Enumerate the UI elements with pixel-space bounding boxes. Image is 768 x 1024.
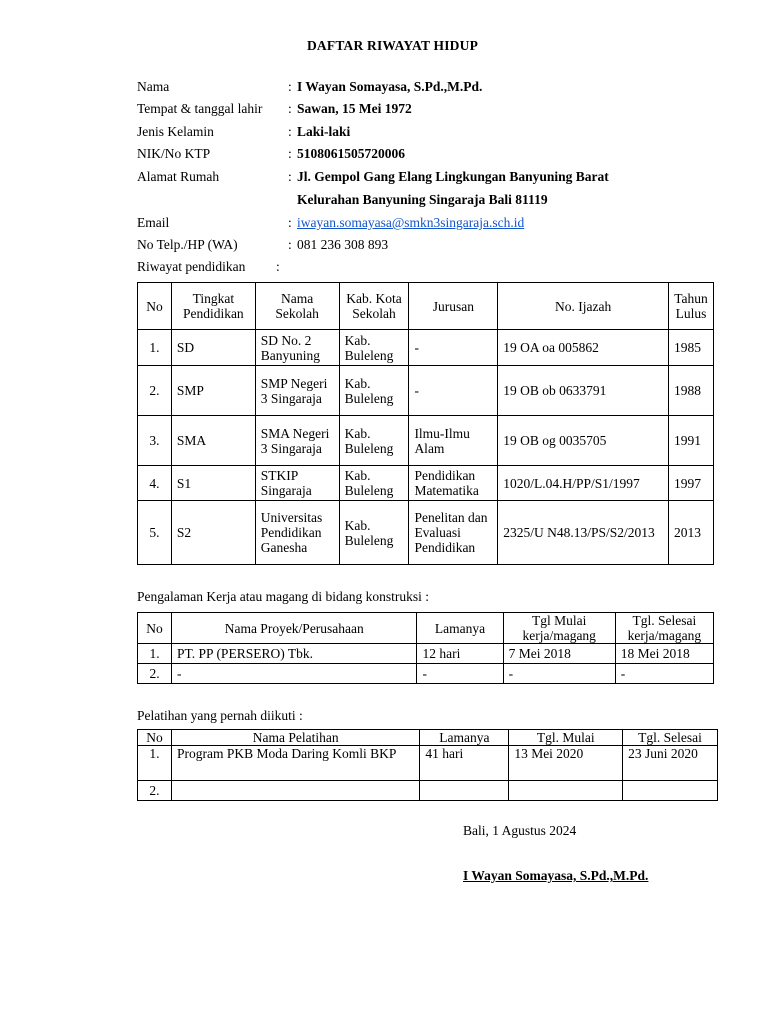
table-row bbox=[138, 501, 714, 565]
table-cell: Kab. Buleleng bbox=[339, 330, 409, 366]
info-colon: : bbox=[288, 215, 292, 230]
table-cell: SMP Negeri 3 Singaraja bbox=[255, 366, 339, 416]
col-header: No bbox=[138, 613, 172, 644]
col-header: No. Ijazah bbox=[498, 283, 669, 330]
table-cell: Program PKB Moda Daring Komli BKP bbox=[171, 746, 419, 781]
table-cell: Kab. Buleleng bbox=[339, 501, 409, 565]
table-row bbox=[138, 644, 714, 664]
table-cell: 4. bbox=[138, 466, 172, 501]
info-row-nama bbox=[137, 78, 737, 96]
info-label: Jenis Kelamin bbox=[137, 124, 214, 139]
table-cell: Kab. Buleleng bbox=[339, 466, 409, 501]
table-row bbox=[138, 330, 714, 366]
table-cell: 2. bbox=[138, 781, 172, 801]
info-value-alamat-line2: Kelurahan Banyuning Singaraja Bali 81119 bbox=[297, 192, 548, 207]
table-row bbox=[138, 416, 714, 466]
document-title: DAFTAR RIWAYAT HIDUP bbox=[306, 38, 479, 53]
col-header: Tingkat Pendidikan bbox=[171, 283, 255, 330]
info-label: Email bbox=[137, 215, 170, 230]
table-cell: S1 bbox=[171, 466, 255, 501]
table-cell: 2013 bbox=[668, 501, 713, 565]
table-cell bbox=[509, 781, 623, 801]
table-cell: 1991 bbox=[668, 416, 713, 466]
table-cell: - bbox=[615, 664, 713, 684]
col-header: Tgl. Mulai bbox=[509, 730, 623, 746]
education-heading bbox=[137, 258, 737, 276]
table-cell: - bbox=[409, 330, 498, 366]
info-value-gender: Laki-laki bbox=[297, 124, 351, 139]
education-table bbox=[137, 282, 714, 565]
table-cell: Pendidikan Matematika bbox=[409, 466, 498, 501]
info-colon: : bbox=[288, 146, 292, 161]
education-header-row bbox=[138, 283, 714, 330]
table-cell: 13 Mei 2020 bbox=[509, 746, 623, 781]
col-header: Tahun Lulus bbox=[668, 283, 713, 330]
info-label: Tempat & tanggal lahir bbox=[137, 101, 263, 116]
info-label: Nama bbox=[137, 79, 170, 94]
signature-name: I Wayan Somayasa, S.Pd.,M.Pd. bbox=[463, 868, 649, 883]
info-row-email bbox=[137, 214, 737, 232]
table-cell: Penelitan dan Evaluasi Pendidikan bbox=[409, 501, 498, 565]
col-header: No bbox=[138, 730, 172, 746]
table-cell: 7 Mei 2018 bbox=[503, 644, 615, 664]
col-header: Tgl. Selesai kerja/magang bbox=[615, 613, 713, 644]
table-cell: PT. PP (PERSERO) Tbk. bbox=[172, 644, 417, 664]
table-cell: S2 bbox=[171, 501, 255, 565]
table-cell: 1988 bbox=[668, 366, 713, 416]
info-colon: : bbox=[288, 79, 292, 94]
table-cell: STKIP Singaraja bbox=[255, 466, 339, 501]
education-colon: : bbox=[276, 259, 280, 274]
table-cell: 2. bbox=[138, 366, 172, 416]
col-header: Lamanya bbox=[417, 613, 503, 644]
info-value-nama: I Wayan Somayasa, S.Pd.,M.Pd. bbox=[297, 79, 483, 94]
table-cell: 2325/U N48.13/PS/S2/2013 bbox=[498, 501, 669, 565]
col-header: No bbox=[138, 283, 172, 330]
col-header: Lamanya bbox=[420, 730, 509, 746]
table-cell: 18 Mei 2018 bbox=[615, 644, 713, 664]
col-header: Kab. Kota Sekolah bbox=[339, 283, 409, 330]
table-cell: - bbox=[417, 664, 503, 684]
table-cell: 12 hari bbox=[417, 644, 503, 664]
info-colon: : bbox=[288, 101, 292, 116]
info-colon: : bbox=[288, 169, 292, 184]
table-row bbox=[138, 664, 714, 684]
table-cell: 2. bbox=[138, 664, 172, 684]
table-cell: 1997 bbox=[668, 466, 713, 501]
info-value-alamat: Jl. Gempol Gang Elang Lingkungan Banyuning Barat bbox=[297, 169, 609, 184]
info-label: No Telp./HP (WA) bbox=[137, 237, 238, 252]
work-header-row bbox=[138, 613, 714, 644]
signature-date: Bali, 1 Agustus 2024 bbox=[463, 823, 577, 838]
info-value-ttl: Sawan, 15 Mei 1972 bbox=[297, 101, 412, 116]
info-row-alamat bbox=[137, 168, 737, 186]
info-value-nik: 5108061505720006 bbox=[297, 146, 405, 161]
info-label: NIK/No KTP bbox=[137, 146, 211, 161]
table-cell: SMP bbox=[171, 366, 255, 416]
training-table bbox=[137, 729, 718, 801]
table-cell bbox=[171, 781, 419, 801]
table-cell: Universitas Pendidikan Ganesha bbox=[255, 501, 339, 565]
table-cell: 5. bbox=[138, 501, 172, 565]
col-header: Nama Sekolah bbox=[255, 283, 339, 330]
col-header: Tgl Mulai kerja/magang bbox=[503, 613, 615, 644]
col-header: Tgl. Selesai bbox=[623, 730, 718, 746]
table-cell: - bbox=[503, 664, 615, 684]
table-cell: 19 OA oa 005862 bbox=[498, 330, 669, 366]
table-cell: Kab. Buleleng bbox=[339, 416, 409, 466]
info-row-ttl bbox=[137, 100, 737, 118]
table-cell: 1. bbox=[138, 746, 172, 781]
training-header-row bbox=[138, 730, 718, 746]
table-row bbox=[138, 781, 718, 801]
work-label: Pengalaman Kerja atau magang di bidang konstruksi : bbox=[137, 589, 430, 604]
email-link[interactable]: iwayan.somayasa@smkn3singaraja.sch.id bbox=[297, 215, 525, 230]
table-cell: SD bbox=[171, 330, 255, 366]
info-row-nik bbox=[137, 145, 737, 163]
table-row bbox=[138, 746, 718, 781]
table-cell: 19 OB ob 0633791 bbox=[498, 366, 669, 416]
table-cell: 1. bbox=[138, 644, 172, 664]
table-cell: SD No. 2 Banyuning bbox=[255, 330, 339, 366]
table-row bbox=[138, 466, 714, 501]
education-label: Riwayat pendidikan bbox=[137, 259, 246, 274]
table-cell: 1020/L.04.H/PP/S1/1997 bbox=[498, 466, 669, 501]
table-cell bbox=[420, 781, 509, 801]
table-cell bbox=[623, 781, 718, 801]
table-cell: - bbox=[172, 664, 417, 684]
work-table bbox=[137, 612, 714, 684]
table-cell: 1. bbox=[138, 330, 172, 366]
col-header: Nama Pelatihan bbox=[171, 730, 419, 746]
col-header: Jurusan bbox=[409, 283, 498, 330]
training-label: Pelatihan yang pernah diikuti : bbox=[137, 708, 303, 723]
info-label: Alamat Rumah bbox=[137, 169, 220, 184]
info-row-alamat-2 bbox=[137, 191, 737, 209]
table-cell: SMA Negeri 3 Singaraja bbox=[255, 416, 339, 466]
table-cell: 23 Juni 2020 bbox=[623, 746, 718, 781]
table-cell: SMA bbox=[171, 416, 255, 466]
info-row-phone bbox=[137, 236, 737, 254]
info-row-gender bbox=[137, 123, 737, 141]
info-colon: : bbox=[288, 124, 292, 139]
table-cell: - bbox=[409, 366, 498, 416]
col-header: Nama Proyek/Perusahaan bbox=[172, 613, 417, 644]
table-cell: 19 OB og 0035705 bbox=[498, 416, 669, 466]
info-colon: : bbox=[288, 237, 292, 252]
table-cell: Ilmu-Ilmu Alam bbox=[409, 416, 498, 466]
table-row bbox=[138, 366, 714, 416]
table-cell: 3. bbox=[138, 416, 172, 466]
table-cell: Kab. Buleleng bbox=[339, 366, 409, 416]
info-value-phone: 081 236 308 893 bbox=[297, 237, 389, 252]
table-cell: 41 hari bbox=[420, 746, 509, 781]
table-cell: 1985 bbox=[668, 330, 713, 366]
